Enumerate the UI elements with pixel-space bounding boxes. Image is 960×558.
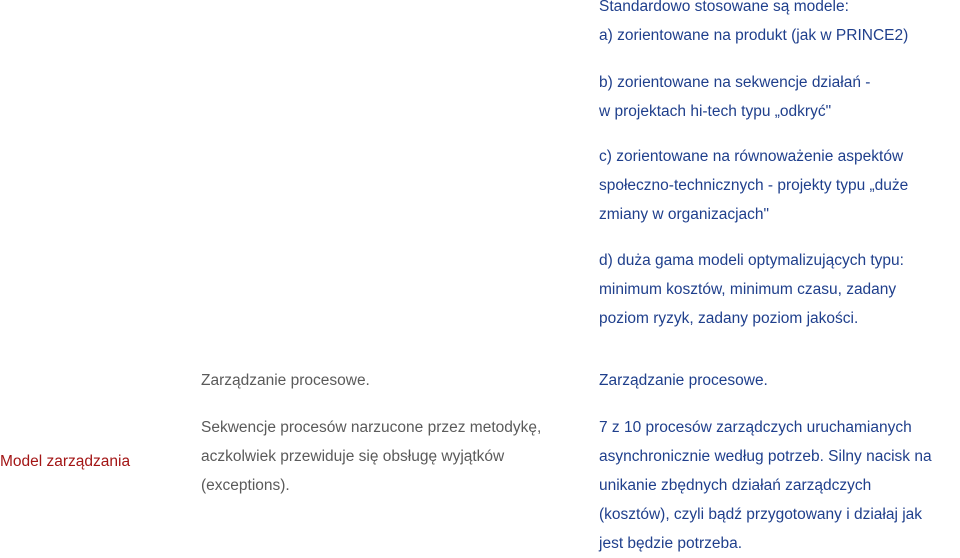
right-text-block: [599, 413, 932, 558]
row-label-block: [0, 453, 130, 471]
left-text-line: aczkolwiek przewiduje się obsługę wyjątków: [201, 448, 505, 465]
right-text-line: 7 z 10 procesów zarządczych uruchamianych: [599, 419, 912, 436]
row-label: Model zarządzania: [0, 453, 131, 470]
model-item-b-line: b) zorientowane na sekwencje działań -: [599, 74, 871, 91]
model-item-c-line: społeczno-technicznych - projekty typu „duże: [599, 177, 909, 194]
left-title-block: [201, 366, 370, 395]
model-item-c: [599, 142, 908, 229]
models-heading-block: [599, 0, 908, 50]
left-title: Zarządzanie procesowe.: [201, 372, 370, 389]
model-item-a: a) zorientowane na produkt (jak w PRINCE2): [599, 27, 909, 44]
model-item-d: [599, 246, 904, 333]
models-heading: Standardowo stosowane są modele:: [599, 0, 849, 15]
right-text-line: jest będzie potrzeba.: [599, 535, 743, 552]
left-text-block: [201, 413, 541, 500]
right-text-line: unikanie zbędnych działań zarządczych: [599, 477, 872, 494]
model-item-c-line: c) zorientowane na równoważenie aspektów: [599, 148, 904, 165]
right-title: Zarządzanie procesowe.: [599, 372, 768, 389]
right-text-line: asynchronicznie według potrzeb. Silny nacisk na: [599, 448, 932, 465]
right-text-line: (kosztów), czyli bądź przygotowany i działaj jak: [599, 506, 923, 523]
right-title-block: [599, 366, 768, 395]
model-item-d-line: d) duża gama modeli optymalizujących typu:: [599, 252, 904, 269]
model-item-b-line: w projektach hi-tech typu „odkryć": [599, 103, 832, 120]
model-item-c-line: zmiany w organizacjach": [599, 206, 770, 223]
model-item-b: [599, 68, 870, 126]
left-text-line: Sekwencje procesów narzucone przez metodykę,: [201, 419, 542, 436]
left-text-line: (exceptions).: [201, 477, 290, 494]
model-item-d-line: poziom ryzyk, zadany poziom jakości.: [599, 310, 859, 327]
model-item-d-line: minimum kosztów, minimum czasu, zadany: [599, 281, 897, 298]
